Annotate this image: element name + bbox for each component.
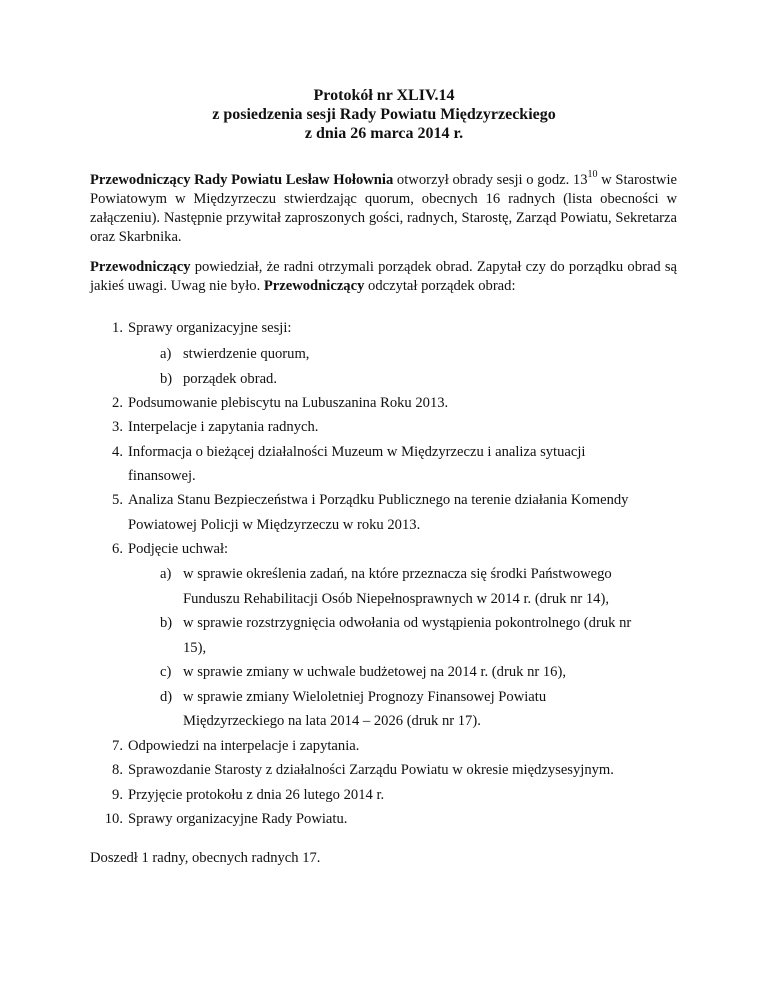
protocol-subtitle: z posiedzenia sesji Rady Powiatu Międzyrzeckiego bbox=[212, 106, 556, 123]
opening-paragraph: Przewodniczący Rady Powiatu Lesław Hołownia otworzył obrady sesji o godz. $13^{10}$ w Starostwie Powiatowym w Międzyrzeczu stwierdzając quorum, obecnych 16 radnych (lista obecności w załączeniu). Następnie przywitał zaproszonych gości, radnych, Starostę, Zarząd Powiatu, Sekretarza oraz Skarbnika. bbox=[90, 169, 677, 245]
closing-note: Doszedł 1 radny, obecnych radnych 17. bbox=[90, 850, 321, 866]
protocol-title: Protokół nr XLIV.14 bbox=[313, 87, 455, 104]
time-superscript: 10 bbox=[587, 169, 598, 181]
chairman-name: Przewodniczący Rady Powiatu Lesław Hołownia bbox=[90, 172, 394, 188]
agenda-intro-paragraph: Przewodniczący powiedział, że radni otrzymali porządek obrad. Zapytał czy do porządku obrad są jakieś uwagi. Uwag nie było. Przewodniczący odczytał porządek obrad: bbox=[90, 259, 677, 294]
document-page: Protokół nr XLIV.14 z posiedzenia sesji Rady Powiatu Międzyrzeckiego z dnia 26 marca 2014 r. Przewodniczący Rady Powiatu Lesław Hołownia otworzył obrady sesji o godz. $13^{10}$ w Starostwie Powiatowym w Międzyrzeczu stwierdzając quorum, obecnych 16 radnych (lista obecności w załączeniu). Następnie przywitał zaproszonych gości, radnych, Starostę, Zarząd Powiatu, Sekretarza oraz Skarbnika. Przewodniczący powiedział, że radni otrzymali porządek obrad. Zapytał czy do porządku obrad są jakieś uwagi. Uwag nie było. Przewodniczący odczytał porządek obrad: 1. Sprawy organizacyjne sesji: a) stwierdzenie quorum, b) porządek obrad. 2. Podsumowanie plebiscytu na Lubuszanina Roku 2013. 3. Interpelacje i zapytania radnych. 4. Informacja o bieżącej działalności Muzeum w Międzyrzeczu i analiza sytuacji finansowej. 5. Analiza Stanu Bezpieczeństwa i Porządku Publicznego na terenie działania Komendy Powiatowej Policji w Międzyrzeczu w roku 2013. 6. Podjęcie uchwał: a) w sprawie określenia zadań, na które przeznacza się środki Państwowego Funduszu Rehabilitacji Osób Niepełnosprawnych w 2014 r. (druk nr 14), b) w sprawie rozstrzygnięcia odwołania od wystąpienia pokontrolnego (druk nr 15), c) w sprawie zmiany w uchwale budżetowej na 2014 r. (druk nr 16), d) w sprawie zmiany Wieloletniej Prognozy Finansowej Powiatu Międzyrzeckiego na lata 2014 – 2026 (druk nr 17). 7. Odpowiedzi na interpelacje i zapytania. 8. Sprawozdanie Starosty z działalności Zarządu Powiatu w okresie międzysesyjnym. 9. Przyjęcie protokołu z dnia 26 lutego 2014 r. 10. Sprawy organizacyjne Rady Powiatu. Doszedł 1 radny, obecnych radnych 17. bbox=[0, 0, 768, 994]
protocol-date: z dnia 26 marca 2014 r. bbox=[304, 125, 464, 142]
